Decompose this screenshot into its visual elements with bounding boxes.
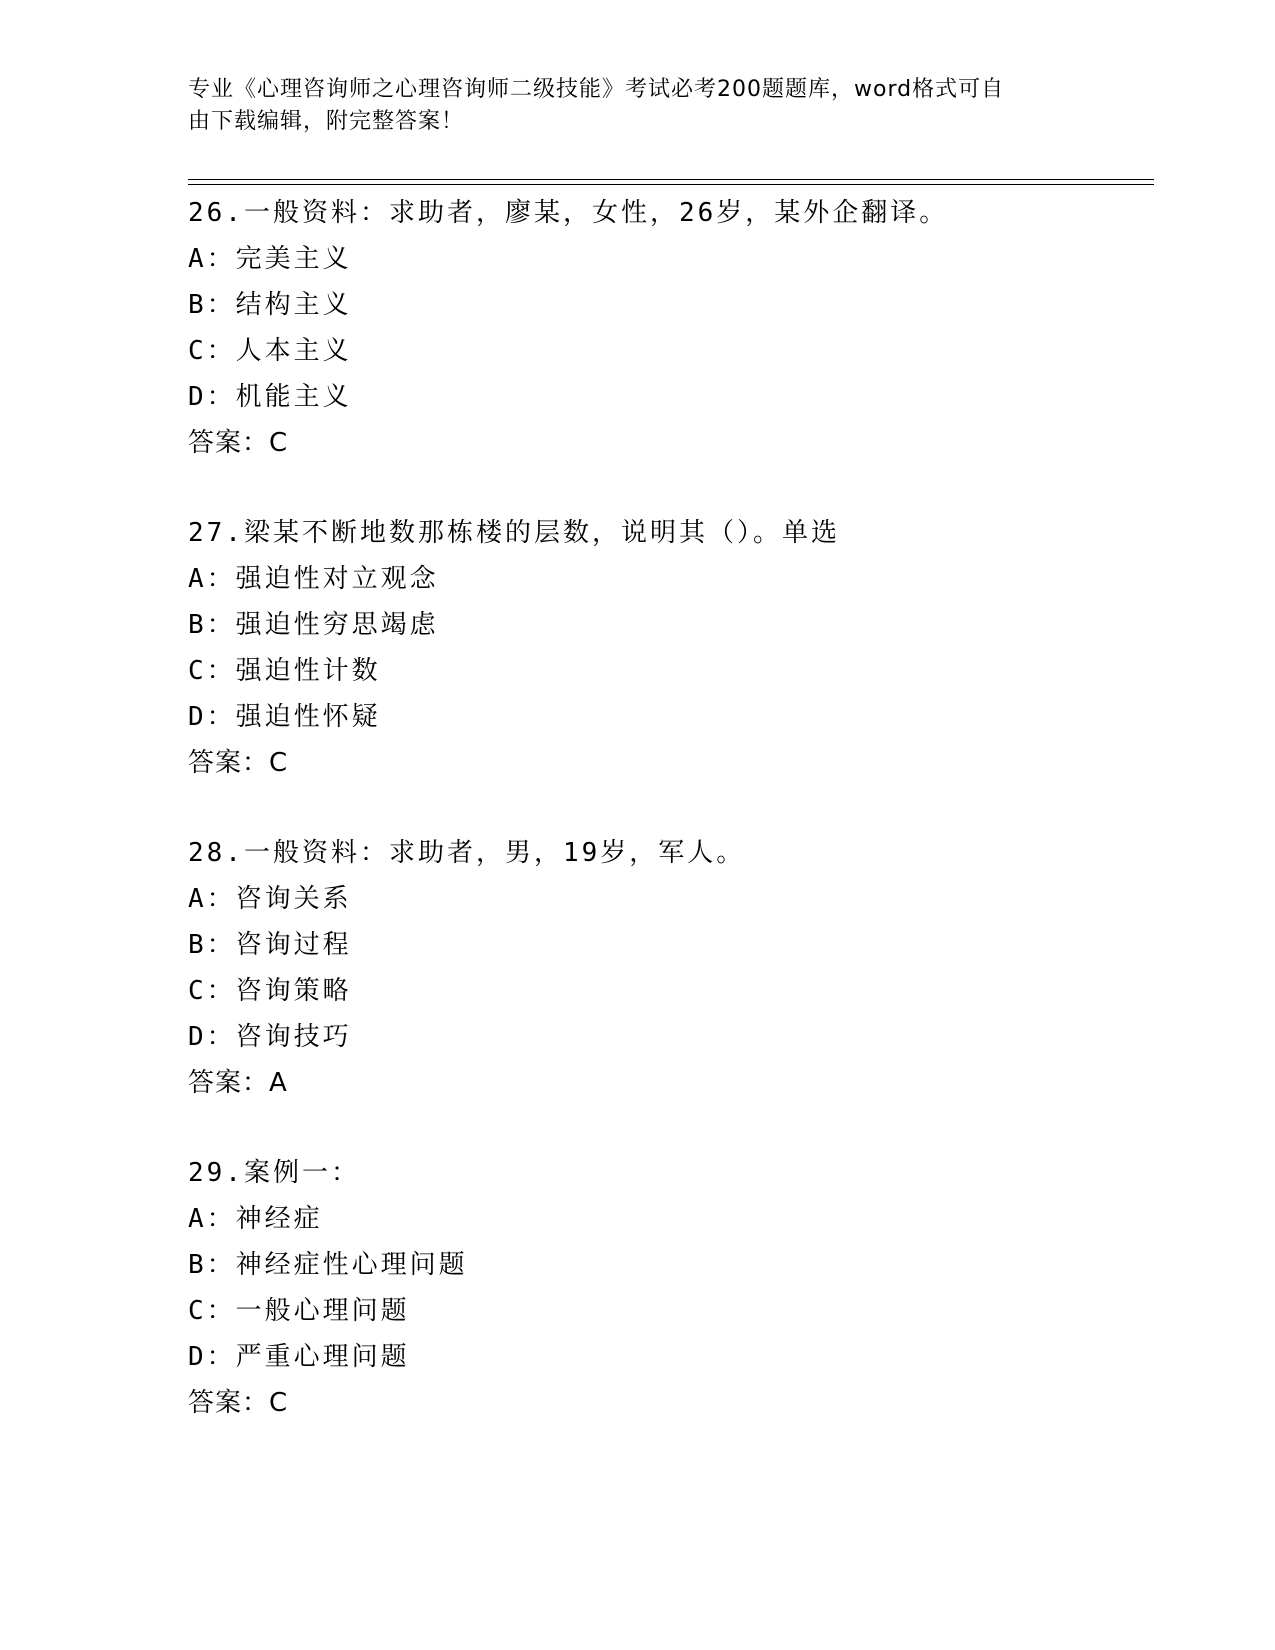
header-divider-top [188,179,1154,180]
answer-text: 答案：C [188,748,289,778]
option-d: D：机能主义 [188,382,352,412]
option-a: A：完美主义 [188,244,352,274]
answer-text: 答案：A [188,1068,288,1098]
option-b: B：强迫性穷思竭虑 [188,610,439,640]
option-c: C：强迫性计数 [188,656,381,686]
option-d: D：强迫性怀疑 [188,702,381,732]
option-c: C：人本主义 [188,336,352,366]
question-29 [188,1150,1148,1470]
question-26 [188,190,1148,510]
option-d: D：严重心理问题 [188,1342,410,1372]
question-stem: 28.一般资料：求助者，男，19岁，军人。 [188,838,746,868]
answer-text: 答案：C [188,1388,289,1418]
document-intro [188,74,1068,138]
question-stem: 29.案例一： [188,1158,360,1188]
option-a: A：神经症 [188,1204,323,1234]
question-stem: 26.一般资料：求助者，廖某，女性，26岁，某外企翻译。 [188,198,949,228]
intro-line-2: 由下载编辑，附完整答案！ [188,109,465,134]
option-a: A：咨询关系 [188,884,352,914]
question-list [188,190,1148,1470]
option-d: D：咨询技巧 [188,1022,352,1052]
question-stem: 27.梁某不断地数那栋楼的层数，说明其（）。单选 [188,518,840,548]
question-27 [188,510,1148,830]
option-a: A：强迫性对立观念 [188,564,439,594]
option-b: B：咨询过程 [188,930,352,960]
option-c: C：咨询策略 [188,976,352,1006]
header-divider-bottom [188,184,1154,185]
intro-line-1: 专业《心理咨询师之心理咨询师二级技能》考试必考200题题库，word格式可自 [188,77,1005,102]
option-c: C：一般心理问题 [188,1296,410,1326]
option-b: B：结构主义 [188,290,352,320]
answer-text: 答案：C [188,428,289,458]
question-28 [188,830,1148,1150]
option-b: B：神经症性心理问题 [188,1250,468,1280]
